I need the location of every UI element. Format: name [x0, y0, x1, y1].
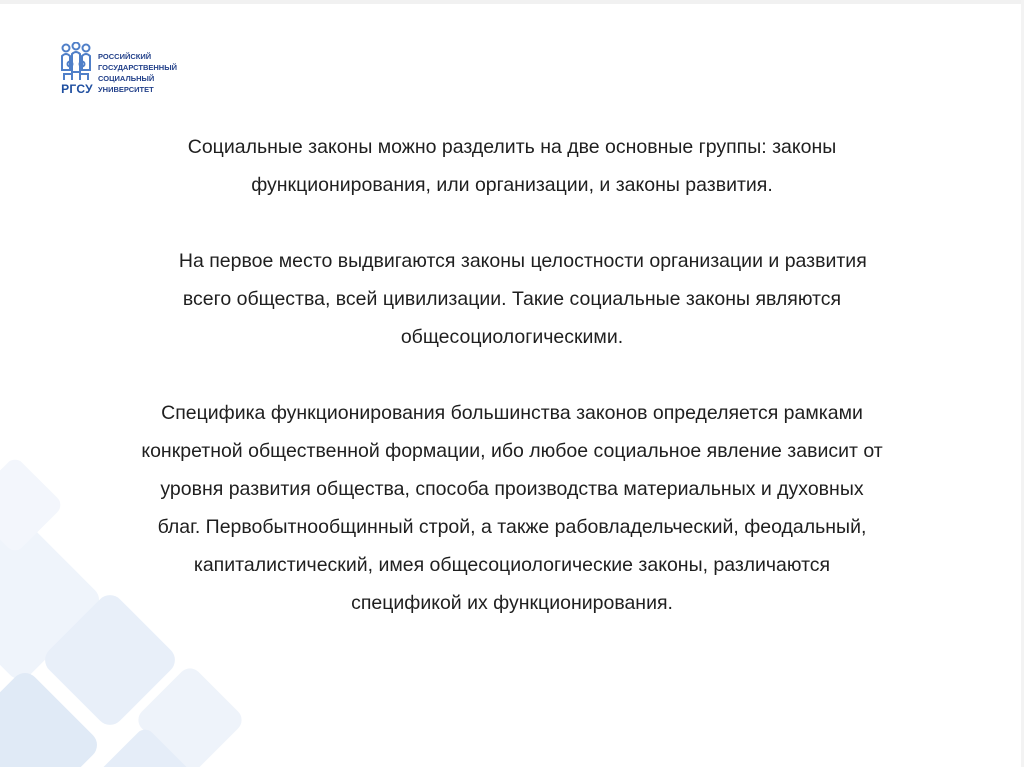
text-line: капиталистический, имея общесоциологические законы, различаются [193, 554, 831, 576]
text-line: спецификой их функционирования. [351, 592, 673, 614]
top-border [0, 0, 1024, 4]
text-line: Специфика функционирования большинства законов определяется рамками [161, 402, 863, 424]
text-line: уровня развития общества, способа производства материальных и духовных [160, 478, 864, 500]
paragraph-functioning-specifics [0, 394, 1024, 622]
logo-name-line: СОЦИАЛЬНЫЙ [98, 74, 155, 83]
text-line: общесоциологическими. [400, 326, 624, 348]
slide-body [0, 128, 1024, 622]
text-line: конкретной общественной формации, ибо любое социальное явление зависит от [141, 440, 883, 462]
text-line: Социальные законы можно разделить на две основные группы: законы [187, 136, 837, 158]
logo-name-line: УНИВЕРСИТЕТ [98, 85, 154, 94]
paragraph-integrity-laws [0, 242, 1024, 356]
logo-name-line: ГОСУДАРСТВЕННЫЙ [98, 63, 177, 72]
university-logo [58, 42, 198, 104]
logo-name-line: РОССИЙСКИЙ [98, 52, 152, 61]
text-line: благ. Первобытнообщинный строй, а также рабовладельческий, феодальный, [157, 516, 867, 538]
paragraph-laws-groups [0, 128, 1024, 204]
text-line: всего общества, всей цивилизации. Такие социальные законы являются [182, 288, 842, 310]
text-line: функционирования, или организации, и законы развития. [251, 174, 773, 196]
logo-abbreviation: РГСУ [61, 82, 93, 96]
text-line: На первое место выдвигаются законы целостности организации и развития [157, 250, 867, 272]
logo-university-name [98, 51, 177, 95]
people-emblem-icon [58, 42, 94, 82]
